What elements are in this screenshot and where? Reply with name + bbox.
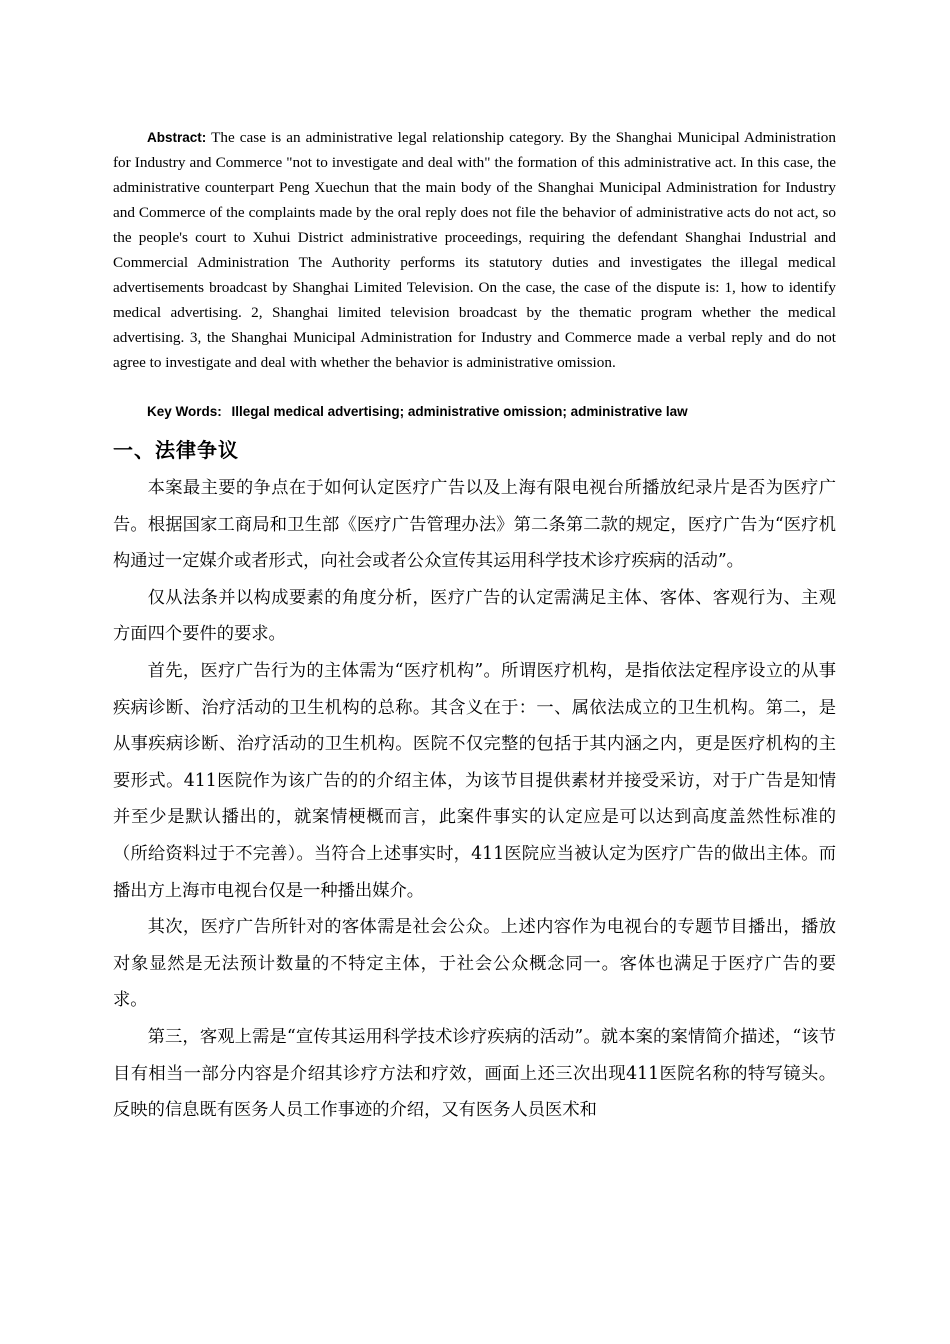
keywords-line bbox=[147, 401, 836, 423]
section-heading: 一、法律争议 bbox=[113, 438, 239, 462]
abstract-label: Abstract: bbox=[147, 130, 207, 145]
keywords-label: Key Words: bbox=[147, 404, 222, 419]
abstract-paragraph bbox=[113, 125, 836, 375]
body-paragraph: 其次，医疗广告所针对的客体需是社会公众。上述内容作为电视台的专题节目播出，播放对象显然是无法预计数量的不特定主体，于社会公众概念同一。客体也满足于医疗广告的要求。 bbox=[113, 917, 836, 1011]
body-paragraph: 本案最主要的争点在于如何认定医疗广告以及上海有限电视台所播放纪录片是否为医疗广告。根据国家工商局和卫生部《医疗广告管理办法》第二条第二款的规定，医疗广告为“医疗机构通过一定媒介或者形式，向社会或者公众宣传其运用科学技术诊疗疾病的活动”。 bbox=[113, 478, 836, 572]
body-paragraph: 第三，客观上需是“宣传其运用科学技术诊疗疾病的活动”。就本案的案情简介描述，“该节目有相当一部分内容是介绍其诊疗方法和疗效，画面上还三次出现411医院名称的特写镜头。反映的信息既有医务人员工作事迹的介绍，又有医务人员医术和 bbox=[113, 1026, 836, 1121]
section-body bbox=[113, 470, 836, 1129]
keywords-value: Illegal medical advertising; administrative omission; administrative law bbox=[231, 404, 688, 419]
body-paragraph: 首先，医疗广告行为的主体需为“医疗机构”。所谓医疗机构，是指依法定程序设立的从事疾病诊断、治疗活动的卫生机构的总称。其含义在于：一、属依法成立的卫生机构。第二，是从事疾病诊断、治疗活动的卫生机构。医院不仅完整的包括于其内涵之内，更是医疗机构的主要形式。411医院作为该广告的的介绍主体，为该节目提供素材并接受采访，对于广告是知情并至少是默认播出的，就案情梗概而言，此案件事实的认定应是可以达到高度盖然性标准的（所给资料过于不完善）。当符合上述事实时，411医院应当被认定为医疗广告的做出主体。而播出方上海市电视台仅是一种播出媒介。 bbox=[113, 660, 836, 901]
abstract-text: The case is an administrative legal relationship category. By the Shanghai Municipal Administration for Industry and Commerce "not to investigate and deal with" the formation of this administrative act. In this case, the administrative counterpart Peng Xuechun that the main body of the Shanghai Municipal Administration for Industry and Commerce of the complaints made by the oral reply does not file the behavior of administrative acts do not act, so the people's court to Xuhui District administrative proceedings, requiring the defendant Shanghai Industrial and Commercial Administration The Authority performs its statutory duties and investigates the illegal medical advertisements broadcast by Shanghai Limited Television. On the case, the case of the dispute is: 1, how to identify medical advertising. 2, Shanghai limited television broadcast by the thematic program whether the medical advertising. 3, the Shanghai Municipal Administration for Industry and Commerce made a verbal reply and do not agree to investigate and deal with whether the behavior is administrative omission. bbox=[113, 129, 836, 371]
body-paragraph: 仅从法条并以构成要素的角度分析，医疗广告的认定需满足主体、客体、客观行为、主观方面四个要件的要求。 bbox=[113, 587, 836, 645]
